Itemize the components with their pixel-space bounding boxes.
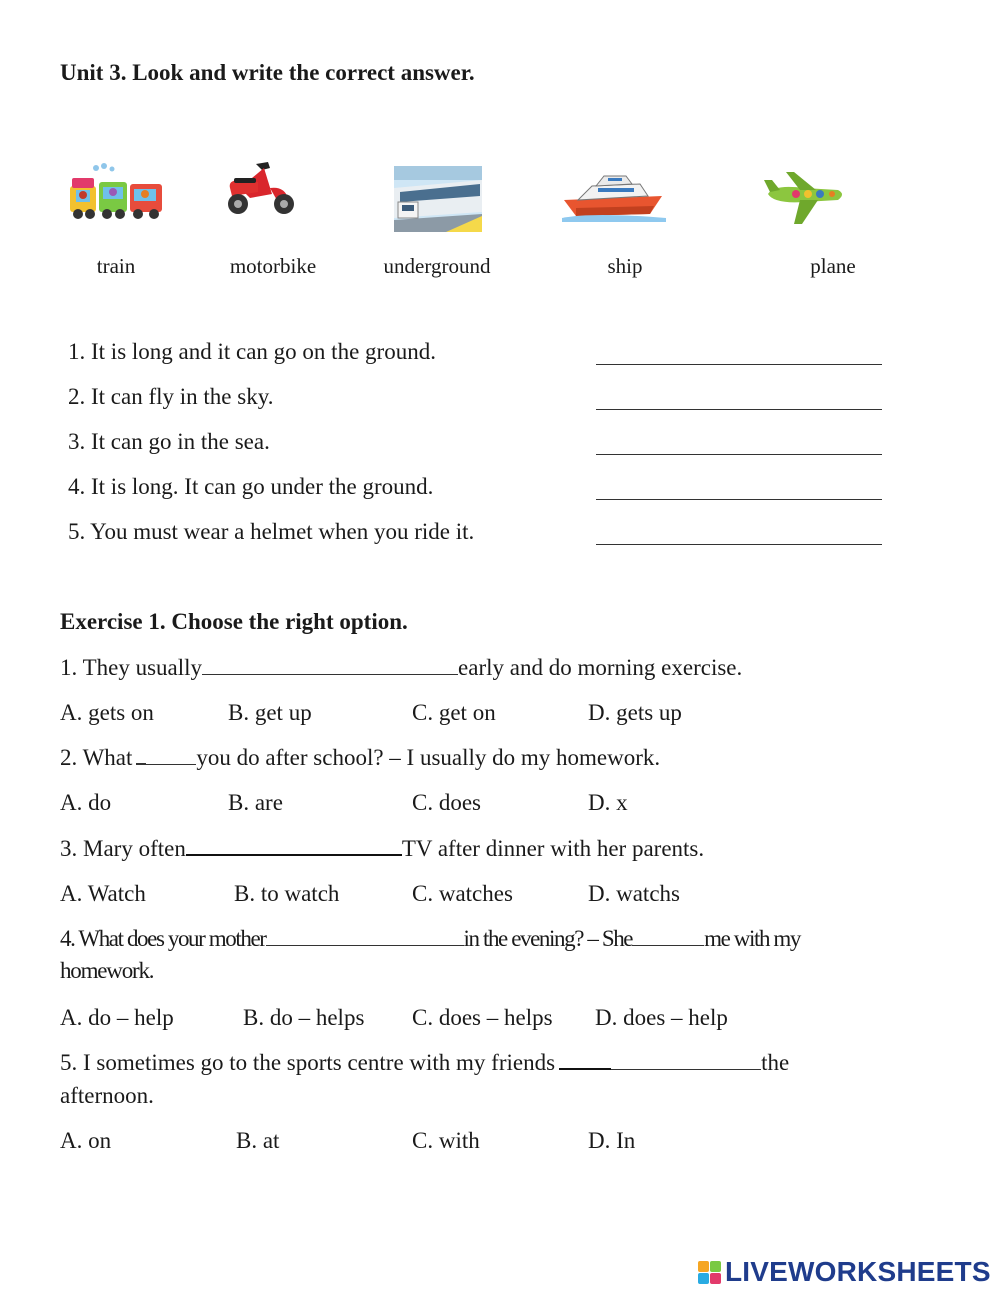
q2-blank-thick[interactable] (136, 763, 146, 765)
q2-option-d[interactable]: D. x (588, 790, 628, 815)
unit3-question-4: 4. It is long. It can go under the ground. (68, 474, 434, 499)
answer-blank-3[interactable] (596, 454, 882, 455)
q3-blank[interactable] (186, 854, 402, 856)
q1-text-after: early and do morning exercise. (458, 655, 743, 680)
q2-option-c[interactable]: C. does (412, 790, 481, 815)
ex1-question-4 (60, 926, 800, 952)
q1-option-d[interactable]: D. gets up (588, 700, 682, 725)
q5-text-after: the (761, 1050, 790, 1075)
answer-blank-2[interactable] (596, 409, 882, 410)
q2-blank[interactable] (146, 764, 196, 765)
caption-train: train (96, 254, 136, 278)
liveworksheets-logo-icon (698, 1261, 721, 1284)
q3-option-c[interactable]: C. watches (412, 881, 513, 906)
q2-option-b[interactable]: B. are (228, 790, 283, 815)
caption-motorbike: motorbike (229, 254, 317, 278)
q4-text-line2: homework. (60, 958, 154, 983)
ex1-question-5 (60, 1050, 789, 1076)
ex1-question-1 (60, 655, 742, 681)
underground-icon (394, 166, 482, 232)
q3-text-after: TV after dinner with her parents. (401, 836, 705, 861)
q5-option-d[interactable]: D. In (588, 1128, 636, 1153)
ex1-question-3 (60, 836, 704, 862)
q4-blank-1[interactable] (266, 945, 464, 946)
answer-blank-1[interactable] (596, 364, 882, 365)
unit3-question-2: 2. It can fly in the sky. (68, 384, 274, 409)
q1-blank[interactable] (202, 674, 458, 675)
ship-icon (562, 172, 666, 222)
ex1-question-2 (60, 745, 660, 771)
q4-option-c[interactable]: C. does – helps (412, 1005, 553, 1030)
exercise1-title: Exercise 1. Choose the right option. (60, 609, 408, 634)
q1-option-a[interactable]: A. gets on (60, 700, 154, 725)
q1-text-before: 1. They usually (60, 655, 203, 680)
q4-option-b[interactable]: B. do – helps (243, 1005, 365, 1030)
unit3-question-3: 3. It can go in the sea. (68, 429, 270, 454)
caption-plane: plane (810, 254, 856, 278)
q1-option-b[interactable]: B. get up (228, 700, 312, 725)
q4-text-part3: me with my (704, 926, 801, 951)
q2-text-after: you do after school? – I usually do my homework. (196, 745, 661, 770)
q4-text-part1: 4. What does your mother (60, 926, 266, 951)
q5-blank-thick[interactable] (559, 1068, 611, 1070)
q5-text-line2: afternoon. (60, 1083, 154, 1108)
plane-icon (764, 170, 846, 226)
unit3-question-5: 5. You must wear a helmet when you ride it. (68, 519, 475, 544)
q5-option-a[interactable]: A. on (60, 1128, 112, 1153)
q2-option-a[interactable]: A. do (60, 790, 112, 815)
answer-blank-4[interactable] (596, 499, 882, 500)
caption-underground: underground (383, 254, 491, 278)
q2-text-before: 2. What (60, 745, 133, 770)
q3-option-b[interactable]: B. to watch (234, 881, 340, 906)
section-title: Unit 3. Look and write the correct answer. (60, 60, 475, 85)
q4-option-a[interactable]: A. do – help (60, 1005, 174, 1030)
q3-text-before: 3. Mary often (60, 836, 186, 861)
answer-blank-5[interactable] (596, 544, 882, 545)
q4-blank-2[interactable] (632, 945, 704, 946)
q5-option-b[interactable]: B. at (236, 1128, 280, 1153)
q3-option-a[interactable]: A. Watch (60, 881, 146, 906)
caption-ship: ship (607, 254, 643, 278)
motorbike-icon (222, 158, 300, 220)
q1-option-c[interactable]: C. get on (412, 700, 496, 725)
q3-option-d[interactable]: D. watchs (588, 881, 680, 906)
q4-option-d[interactable]: D. does – help (595, 1005, 728, 1030)
liveworksheets-logo[interactable] (698, 1254, 991, 1290)
train-icon (66, 162, 166, 222)
brand-name: LIVEWORKSHEETS (725, 1256, 991, 1287)
q5-option-c[interactable]: C. with (412, 1128, 480, 1153)
q5-text-before: 5. I sometimes go to the sports centre with my friends (60, 1050, 556, 1075)
q5-blank[interactable] (611, 1069, 761, 1070)
unit3-question-1: 1. It is long and it can go on the ground. (68, 339, 436, 364)
q4-text-part2: in the evening? – She (463, 926, 633, 951)
